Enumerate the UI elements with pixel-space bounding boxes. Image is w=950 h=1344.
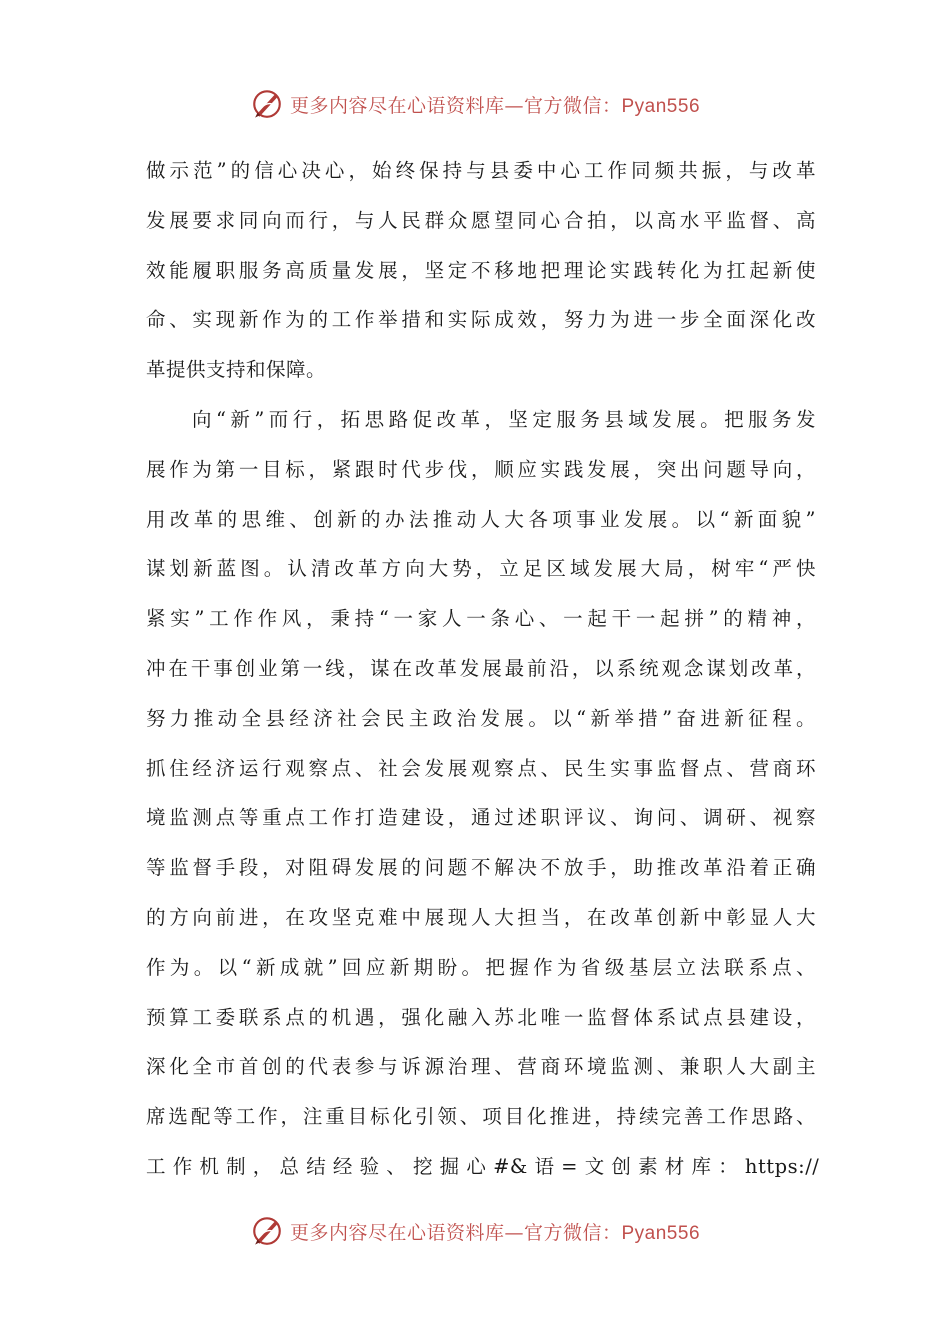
body-line: 谋划新蓝图。认清改革方向大势，立足区域发展大局，树牢“严快 [146,557,816,581]
body-line: 预算工委联系点的机遇，强化融入苏北唯一监督体系试点县建设， [146,1005,816,1029]
body-line: 深化全市首创的代表参与诉源治理、营商环境监测、兼职人大副主 [146,1055,816,1079]
body-line: 命、实现新作为的工作举措和实际成效，努力为进一步全面深化改 [146,308,816,332]
body-line: 的方向前进，在攻坚克难中展现人大担当，在改革创新中彰显人大 [146,905,816,929]
document-body [146,146,820,1192]
header-banner [0,84,950,124]
body-line: 发展要求同向而行，与人民群众愿望同心合拍，以高水平监督、高 [146,208,816,232]
body-line: 作为。以“新成就”回应新期盼。把握作为省级基层立法联系点、 [146,955,816,979]
body-line: 紧实”工作作风，秉持“一家人一条心、一起干一起拼”的精神， [146,607,816,631]
body-line: 抓住经济运行观察点、社会发展观察点、民生实事监督点、营商环 [146,756,816,780]
footer-banner [0,1211,950,1251]
body-line: 努力推动全县经济社会民主政治发展。以“新举措”奋进新征程。 [146,706,816,730]
pen-logo-icon [250,1214,284,1248]
body-line: 展作为第一目标，紧跟时代步伐，顺应实践发展，突出问题导向， [146,457,816,481]
body-line: 境监测点等重点工作打造建设，通过述职评议、询问、调研、视察 [146,806,816,830]
body-line: 等监督手段，对阻碍发展的问题不解决不放手，助推改革沿着正确 [146,856,816,880]
body-line: 用改革的思维、创新的办法推动人大各项事业发展。以“新面貌” [146,507,816,531]
body-line: 冲在干事创业第一线，谋在改革发展最前沿，以系统观念谋划改革， [146,656,816,680]
body-line: 席选配等工作，注重目标化引领、项目化推进，持续完善工作思路、 [146,1105,816,1129]
header-wechat-id: Pyan556 [621,95,701,117]
footer-wechat-id: Pyan556 [621,1222,701,1244]
body-line: 工 作 机 制 ， 总 结 经 验 、 挖 掘 心 #& 语 = 文 创 素 材 库 ： https:// [146,1154,820,1178]
header-banner-text: 更多内容尽在心语资料库—官方微信：Pyan556 [289,94,701,117]
body-line: 效能履职服务高质量发展，坚定不移地把理论实践转化为扛起新使 [146,258,816,282]
body-line: 做示范”的信心决心，始终保持与县委中心工作同频共振，与改革 [146,159,816,182]
paragraph-start-line: 向“新”而行，拓思路促改革，坚定服务县域发展。把服务发 [192,407,816,431]
footer-banner-text: 更多内容尽在心语资料库—官方微信：Pyan556 [289,1221,701,1244]
body-line: 革提供支持和保障。 [146,358,327,382]
pen-logo-icon [250,87,284,121]
